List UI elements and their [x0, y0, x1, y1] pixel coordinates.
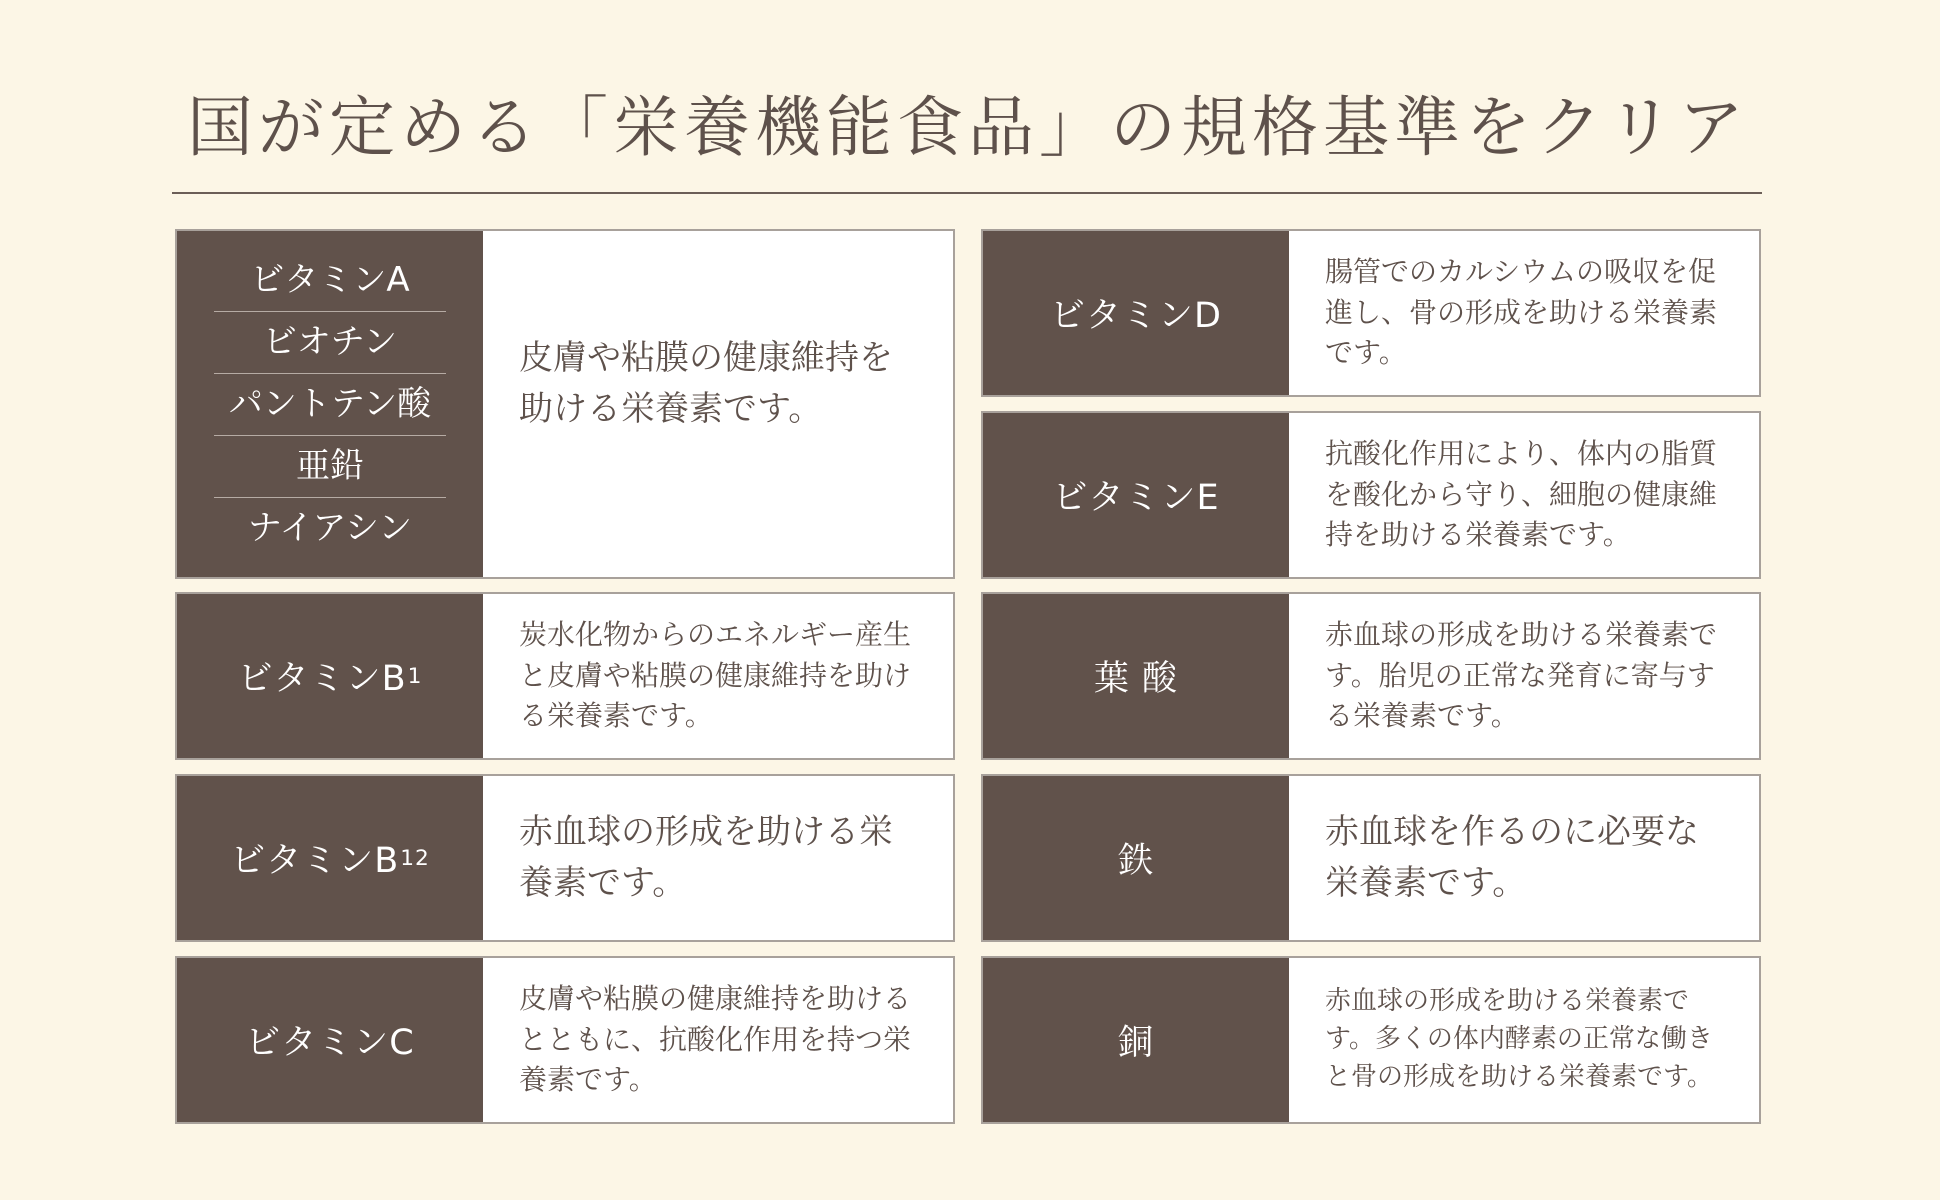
nutrient-label-text: ビタミンB	[237, 659, 407, 699]
nutrient-description	[483, 594, 953, 758]
nutrient-label-text: ビタミンD	[1050, 296, 1222, 336]
nutrient-label-text: 銅	[1117, 1023, 1154, 1063]
nutrient-description-text: 皮膚や粘膜の健康維持を助ける栄養素です。	[519, 338, 893, 429]
nutrient-description-text: 赤血球の形成を助ける栄養素です。	[519, 812, 893, 903]
nutrient-label-text: 葉 酸	[1093, 659, 1179, 699]
nutrient-card-vitamin-c	[175, 956, 955, 1124]
nutrient-description-text: 赤血球の形成を助ける栄養素です。胎児の正常な発育に寄与する栄養素です。	[1325, 618, 1718, 733]
nutrient-description	[1289, 958, 1759, 1122]
nutrient-description	[1289, 231, 1759, 395]
nutrient-card-vitamin-b12	[175, 774, 955, 942]
nutrient-description-text: 赤血球を作るのに必要な栄養素です。	[1325, 812, 1699, 903]
nutrient-description	[483, 776, 953, 940]
nutrient-description	[483, 231, 953, 577]
nutrient-card-copper	[981, 956, 1761, 1124]
nutrient-label	[983, 594, 1289, 758]
nutrient-description	[1289, 413, 1759, 577]
nutrient-card-multi	[175, 229, 955, 579]
nutrient-description-text: 赤血球の形成を助ける栄養素です。多くの体内酵素の正常な働きと骨の形成を助ける栄養素です。	[1325, 986, 1713, 1092]
nutrient-label	[177, 776, 483, 940]
page-title: 国が定める「栄養機能食品」の規格基準をクリア	[187, 89, 1749, 166]
title-divider	[172, 192, 1762, 194]
nutrient-label-text: 鉄	[1117, 841, 1154, 881]
nutrient-description-text: 炭水化物からのエネルギー産生と皮膚や粘膜の健康維持を助ける栄養素です。	[519, 618, 912, 733]
nutrient-card-folic-acid	[981, 592, 1761, 760]
nutrient-description	[1289, 594, 1759, 758]
nutrient-label	[177, 958, 483, 1122]
nutrient-card-vitamin-b1	[175, 592, 955, 760]
nutrient-label-biotin: ビオチン	[214, 312, 446, 374]
nutrient-label-niacin: ナイアシン	[247, 507, 413, 548]
nutrient-description-text: 腸管でのカルシウムの吸収を促進し、骨の形成を助ける栄養素です。	[1325, 255, 1718, 370]
nutrient-label	[177, 594, 483, 758]
nutrient-description	[1289, 776, 1759, 940]
nutrient-label-zinc: 亜鉛	[214, 436, 446, 498]
nutrient-label	[983, 958, 1289, 1122]
nutrient-label	[983, 776, 1289, 940]
nutrient-label-subscript: 1	[407, 663, 423, 689]
nutrient-card-vitamin-e	[981, 411, 1761, 579]
nutrient-label-subscript: 12	[400, 845, 430, 871]
nutrient-label-text: ビタミンC	[245, 1023, 415, 1063]
nutrient-label-text: ビタミンB	[230, 841, 400, 881]
nutrient-label	[983, 231, 1289, 395]
nutrient-label-text: ビタミンE	[1052, 478, 1220, 518]
nutrient-description	[483, 958, 953, 1122]
nutrient-label-list	[177, 231, 483, 577]
nutrient-label-pantothenic-acid: パントテン酸	[214, 374, 446, 436]
nutrient-label	[983, 413, 1289, 577]
nutrient-label-vitamin-a: ビタミンA	[214, 250, 446, 312]
nutrient-description-text: 抗酸化作用により、体内の脂質を酸化から守り、細胞の健康維持を助ける栄養素です。	[1325, 437, 1718, 552]
nutrient-card-vitamin-d	[981, 229, 1761, 397]
nutrient-card-iron	[981, 774, 1761, 942]
nutrient-description-text: 皮膚や粘膜の健康維持を助けるとともに、抗酸化作用を持つ栄養素です。	[519, 982, 912, 1097]
